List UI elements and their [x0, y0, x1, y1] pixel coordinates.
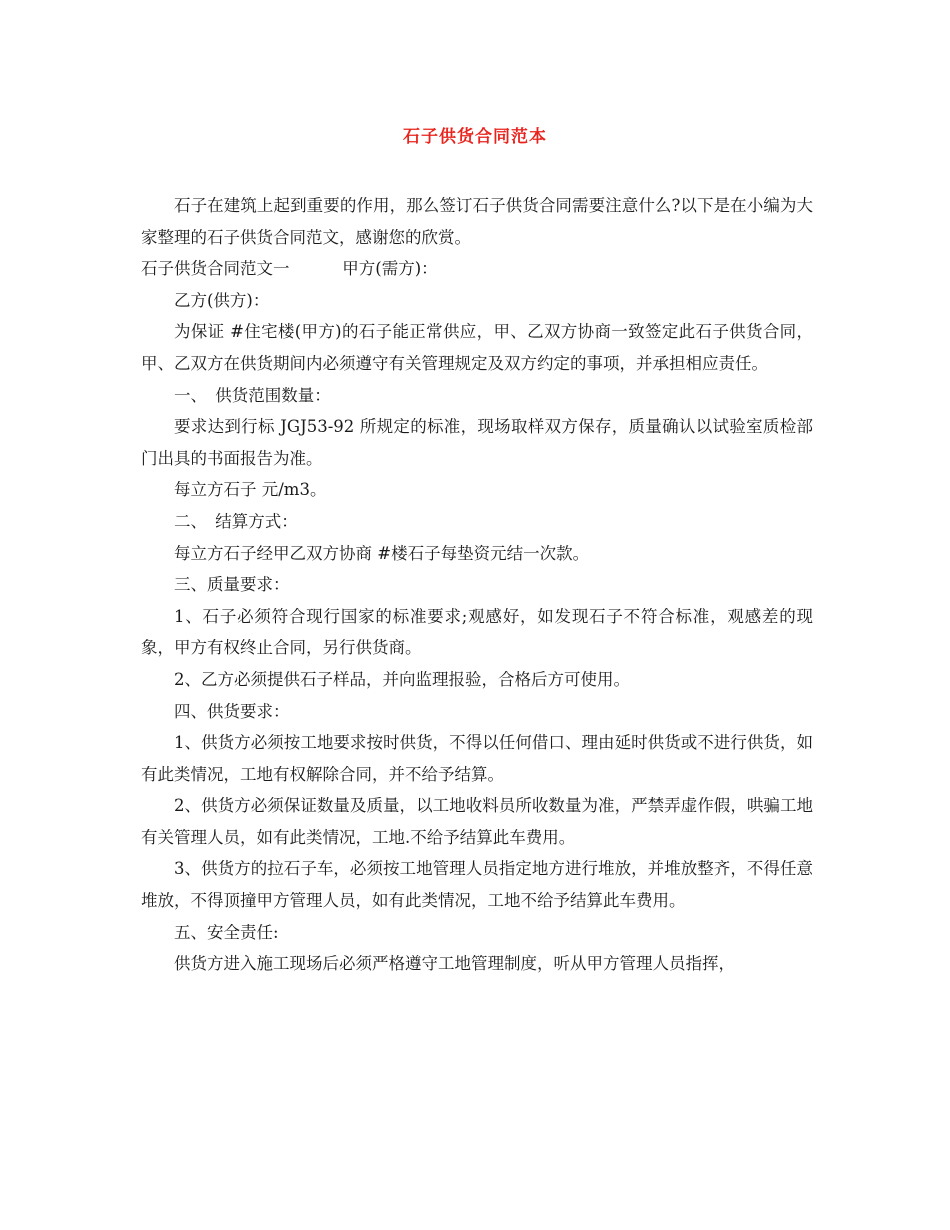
- document-body: [141, 190, 813, 980]
- contract-heading-line: [141, 253, 813, 285]
- section-heading-quality: 三、质量要求：: [174, 575, 290, 595]
- safety-paragraph: 供货方进入施工现场后必须严格遵守工地管理制度，听从甲方管理人员指挥，: [174, 954, 735, 974]
- quality-item-1: 1、石子必须符合现行国家的标准要求;观感好，如发现石子不符合标准，观感差的现象，甲方有权终止合同，另行供货商。: [141, 606, 813, 658]
- quality-item-2: 2、乙方必须提供石子样品，并向监理报验，合格后方可使用。: [174, 669, 630, 689]
- party-a-label: 甲方(需方)：: [342, 259, 438, 279]
- settlement-paragraph: 每立方石子经甲乙双方协商 #楼石子每垫资元结一次款。: [174, 543, 590, 563]
- party-b-label: 乙方(供方)：: [174, 290, 270, 310]
- price-paragraph: 每立方石子 元/m3。: [174, 480, 327, 500]
- section-heading-scope: 一、 供货范围数量：: [174, 385, 331, 405]
- section-heading-safety: 五、安全责任:: [174, 922, 279, 942]
- supply-item-3: 3、供货方的拉石子车，必须按工地管理人员指定地方进行堆放，并堆放整齐，不得任意堆放，不得顶撞甲方管理人员，如有此类情况，工地不给予结算此车费用。: [141, 859, 813, 911]
- supply-item-2: 2、供货方必须保证数量及质量，以工地收料员所收数量为准，严禁弄虚作假，哄骗工地有关管理人员，如有此类情况，工地.不给予结算此车费用。: [141, 796, 813, 847]
- section-heading-supply: 四、供货要求：: [174, 701, 290, 721]
- purpose-paragraph: 为保证 #住宅楼(甲方)的石子能正常供应，甲、乙双方协商一致签定此石子供货合同，甲、乙双方在供货期间内必须遵守有关管理规定及双方约定的事项，并承担相应责任。: [141, 322, 813, 373]
- contract-heading-label: 石子供货合同范文一: [141, 259, 290, 279]
- section-heading-settlement: 二、 结算方式：: [174, 511, 298, 531]
- supply-item-1: 1、供货方必须按工地要求按时供货，不得以任何借口、理由延时供货或不进行供货，如有此类情况，工地有权解除合同，并不给予结算。: [141, 733, 813, 784]
- document-title: 石子供货合同范本: [403, 127, 547, 147]
- standard-paragraph: 要求达到行标 JGJ53-92 所规定的标准，现场取样双方保存，质量确认以试验室质检部门出具的书面报告为准。: [141, 417, 813, 468]
- intro-paragraph: 石子在建筑上起到重要的作用，那么签订石子供货合同需要注意什么?以下是在小编为大家整理的石子供货合同范文，感谢您的欣赏。: [141, 196, 813, 247]
